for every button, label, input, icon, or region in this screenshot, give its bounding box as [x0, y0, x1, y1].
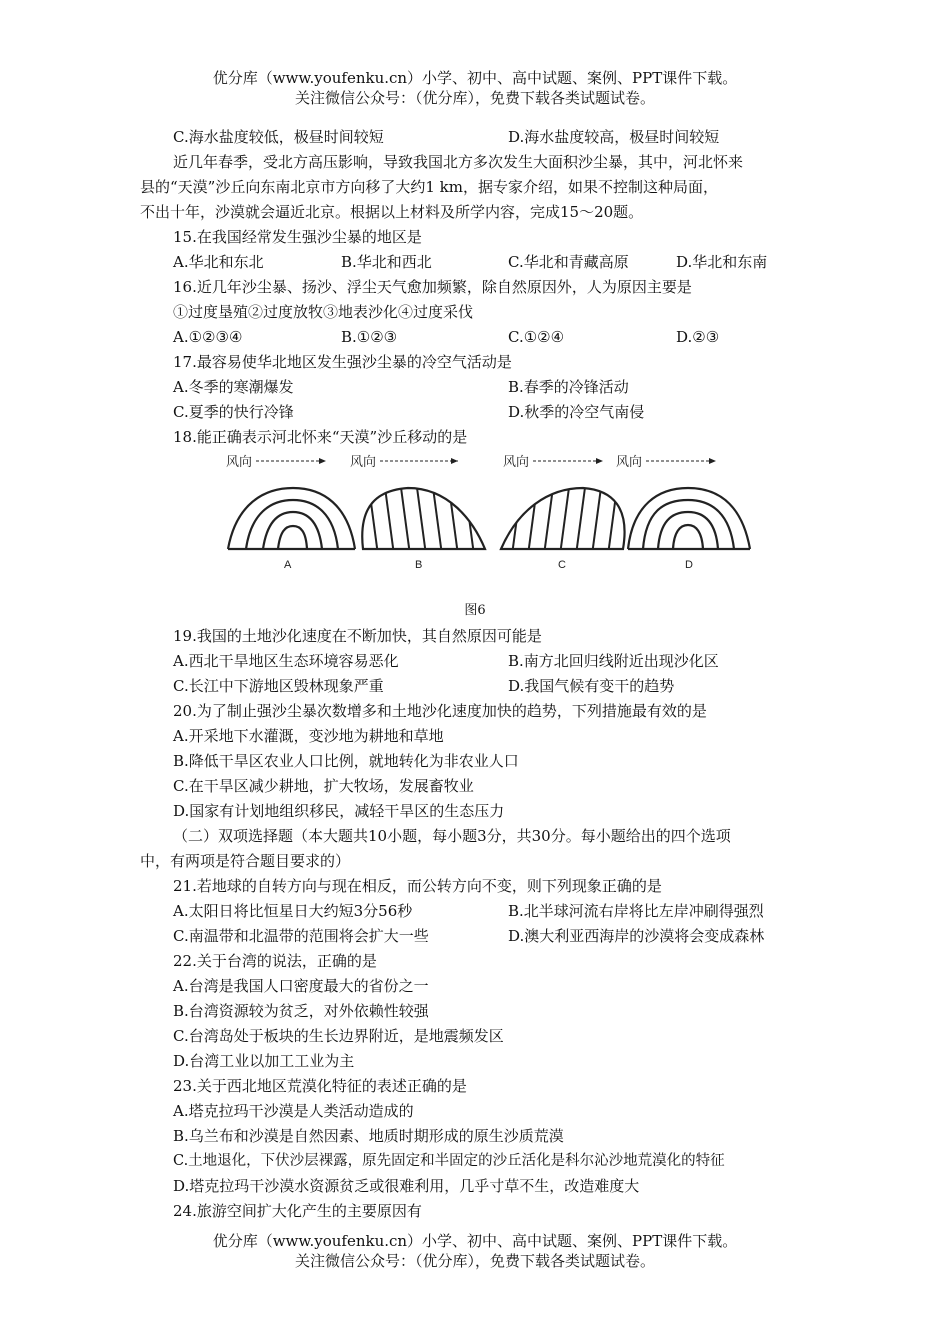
q23-option-a: A.塔克拉玛干沙漠是人类活动造成的 — [173, 1102, 414, 1120]
dune-a — [228, 488, 355, 549]
q20-option-d: D.国家有计划地组织移民，减轻干旱区的生态压力 — [173, 802, 505, 820]
q22-option-d: D.台湾工业以加工工业为主 — [173, 1052, 355, 1070]
q19-option-d: D.我国气候有变干的趋势 — [508, 677, 675, 695]
footer-line-2: 关注微信公众号：（优分库），免费下载各类试题试卷。 — [294, 1252, 655, 1270]
q22-stem: 22.关于台湾的说法，正确的是 — [173, 952, 377, 970]
q24-stem: 24.旅游空间扩大化产生的主要原因有 — [173, 1202, 422, 1220]
figure-caption: 图6 — [464, 603, 486, 618]
q20-option-a: A.开采地下水灌溉，变沙地为耕地和草地 — [173, 727, 444, 745]
q21-option-c: C.南温带和北温带的范围将会扩大一些 — [173, 927, 429, 945]
q23-option-b: B.乌兰布和沙漠是自然因素、地质时期形成的原生沙质荒漠 — [173, 1127, 564, 1145]
q23-option-c: C.土地退化，下伏沙层裸露，原先固定和半固定的沙丘活化是科尔沁沙地荒漠化的特征 — [173, 1153, 725, 1169]
q23-option-d: D.塔克拉玛干沙漠水资源贫乏或很难利用，几乎寸草不生，改造难度大 — [173, 1177, 640, 1195]
q16-stem: 16.近几年沙尘暴、扬沙、浮尘天气愈加频繁，除自然原因外，人为原因主要是 — [173, 278, 692, 296]
q19-option-c: C.长江中下游地区毁林现象严重 — [173, 677, 384, 695]
wind-label-a: 风向 — [226, 454, 253, 469]
header-line-2: 关注微信公众号：（优分库），免费下载各类试题试卷。 — [294, 89, 655, 107]
q17-stem: 17.最容易使华北地区发生强沙尘暴的冷空气活动是 — [173, 353, 512, 371]
passage-line-1: 近几年春季，受北方高压影响，导致我国北方多次发生大面积沙尘暴，其中，河北怀来 — [173, 153, 744, 171]
q16-items: ①过度垦殖②过度放牧③地表沙化④过度采伐 — [173, 303, 474, 321]
q23-stem: 23.关于西北地区荒漠化特征的表述正确的是 — [173, 1077, 467, 1095]
section2-line-2: 中，有两项是符合题目要求的） — [140, 852, 351, 870]
q21-option-a: A.太阳日将比恒星日大约短3分56秒 — [173, 902, 413, 920]
dune-figure — [218, 450, 758, 575]
q17-option-d: D.秋季的冷空气南侵 — [508, 403, 645, 421]
q15-option-a: A.华北和东北 — [173, 253, 264, 271]
prev-option-c: C.海水盐度较低，极昼时间较短 — [173, 128, 384, 146]
q20-option-b: B.降低干旱区农业人口比例，就地转化为非农业人口 — [173, 752, 519, 770]
q16-option-d: D.②③ — [676, 328, 720, 346]
passage-line-2: 县的“天漠”沙丘向东南北京市方向移了大约1 km，据专家介绍，如果不控制这种局面， — [140, 178, 718, 196]
dune-label-b: B — [415, 559, 423, 571]
wind-label-d: 风向 — [616, 454, 643, 469]
prev-option-d: D.海水盐度较高，极昼时间较短 — [508, 128, 720, 146]
dune-label-a: A — [284, 559, 292, 571]
q20-option-c: C.在干旱区减少耕地，扩大牧场，发展畜牧业 — [173, 777, 474, 795]
q15-option-b: B.华北和西北 — [341, 253, 432, 271]
q15-stem: 15.在我国经常发生强沙尘暴的地区是 — [173, 228, 422, 246]
q22-option-a: A.台湾是我国人口密度最大的省份之一 — [173, 977, 429, 995]
q22-option-b: B.台湾资源较为贫乏，对外依赖性较强 — [173, 1002, 429, 1020]
dune-d — [628, 488, 750, 549]
wind-label-c: 风向 — [503, 454, 530, 469]
q21-stem: 21.若地球的自转方向与现在相反，而公转方向不变，则下列现象正确的是 — [173, 877, 662, 895]
footer-line-1: 优分库（www.youfenku.cn）小学、初中、高中试题、案例、PPT课件下载。 — [212, 1232, 738, 1250]
q19-option-a: A.西北干旱地区生态环境容易恶化 — [173, 652, 399, 670]
q18-stem: 18.能正确表示河北怀来“天漠”沙丘移动的是 — [173, 428, 468, 446]
q16-option-a: A.①②③④ — [173, 328, 243, 346]
section2-line-1: （二）双项选择题（本大题共10小题，每小题3分，共30分。每小题给出的四个选项 — [173, 827, 731, 845]
q20-stem: 20.为了制止强沙尘暴次数增多和土地沙化速度加快的趋势，下列措施最有效的是 — [173, 702, 707, 720]
q15-option-c: C.华北和青藏高原 — [508, 253, 629, 271]
dune-label-c: C — [558, 559, 566, 571]
passage-line-3: 不出十年，沙漠就会逼近北京。根据以上材料及所学内容，完成15～20题。 — [140, 203, 644, 221]
q19-option-b: B.南方北回归线附近出现沙化区 — [508, 652, 719, 670]
q15-option-d: D.华北和东南 — [676, 253, 768, 271]
dune-b — [362, 480, 485, 555]
q22-option-c: C.台湾岛处于板块的生长边界附近，是地震频发区 — [173, 1027, 504, 1045]
wind-label-b: 风向 — [350, 454, 377, 469]
q16-option-b: B.①②③ — [341, 328, 398, 346]
dune-label-d: D — [685, 559, 693, 571]
q19-stem: 19.我国的土地沙化速度在不断加快，其自然原因可能是 — [173, 627, 542, 645]
q21-option-d: D.澳大利亚西海岸的沙漠将会变成森林 — [508, 927, 765, 945]
dune-c — [501, 480, 625, 555]
q21-option-b: B.北半球河流右岸将比左岸冲刷得强烈 — [508, 902, 764, 920]
q16-option-c: C.①②④ — [508, 328, 565, 346]
q17-option-c: C.夏季的快行冷锋 — [173, 403, 294, 421]
header-line-1: 优分库（www.youfenku.cn）小学、初中、高中试题、案例、PPT课件下载。 — [212, 69, 738, 87]
q17-option-a: A.冬季的寒潮爆发 — [173, 378, 294, 396]
q17-option-b: B.春季的冷锋活动 — [508, 378, 629, 396]
